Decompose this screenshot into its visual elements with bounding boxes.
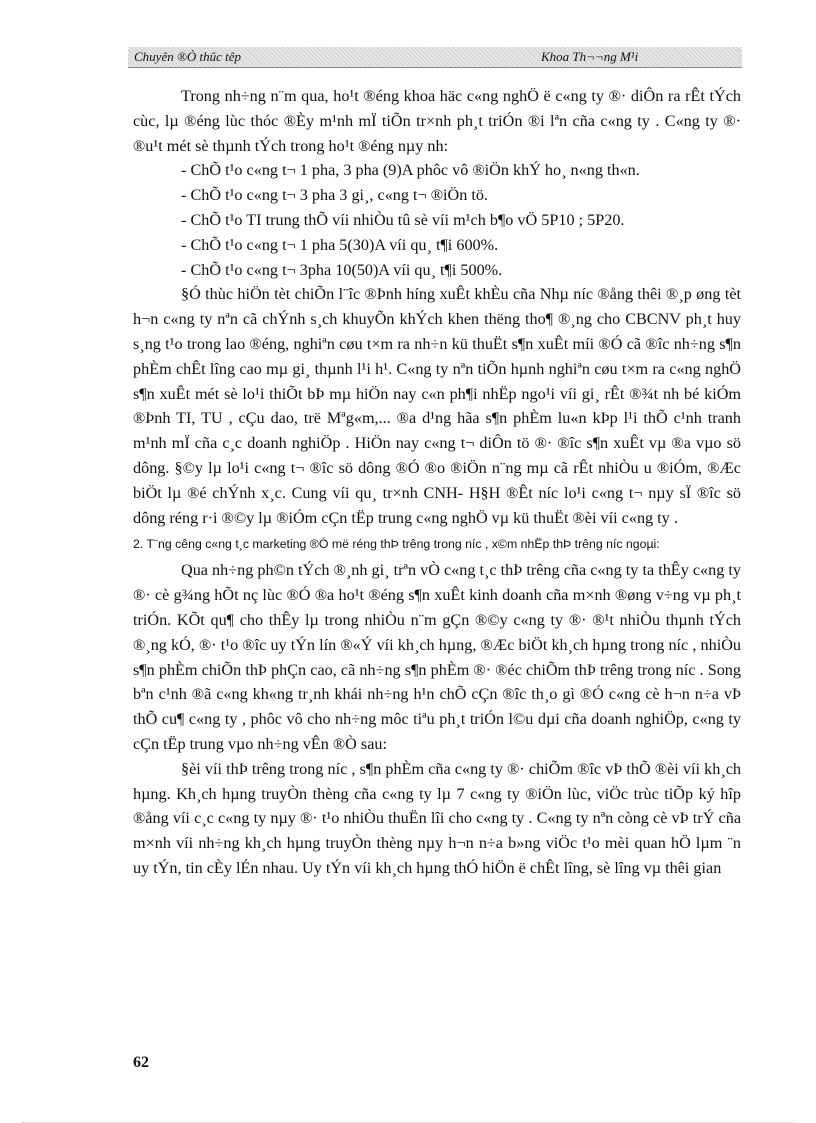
paragraph-intro: Trong nh÷ng n¨m qua, ho¹t ®éng khoa häc c«ng nghÖ ë c«ng ty ®· diÔn ra rÊt tÝch cùc, lµ ®éng lùc thóc ®Èy m¹nh mÏ tiÕn tr×nh ph¸t triÓn ®i lªn cña c«ng ty . C«ng ty ®· ®u¹t mét sè thµnh tÝch trong ho¹t ®éng nµy nh: — [133, 87, 741, 155]
header-chapter-title: Chuyên ®Ò thûc têp — [134, 49, 241, 64]
document-body — [133, 84, 741, 881]
section-heading: 2. T¨ng cêng c«ng t¸c marketing ®Ó më réng thÞ trêng trong níc , x©m nhËp thÞ trêng níc ngoµi: — [133, 537, 660, 552]
list-item: - ChÕ t¹o c«ng t¬ 3pha 10(50)A víi qu¸ t¶i 500%. — [133, 258, 741, 283]
paragraph-domestic-market: §èi víi thÞ trêng trong níc , s¶n phÈm cña c«ng ty ®· chiÕm ®îc vÞ thÕ ®èi víi kh¸ch hµng. Kh¸ch hµng truyÒn thèng cña c«ng ty lµ 7 c«ng ty ®iÖn lùc, viÖc trùc tiÕp ký hîp ®ång víi c¸c c«ng ty nµy ®· t¹o nhiÒu thuËn lîi cho c«ng ty . C«ng ty nªn còng cè vÞ trÝ cña m×nh víi nh÷ng kh¸ch hµng truyÒn thèng nµy h¬n n÷a b»ng viÖc t¹o mèi quan hÖ lµm ¨n uy tÝn, tin cÈy lÉn nhau. Uy tÝn víi kh¸ch hµng thÓ hiÖn ë chÊt lîng, sè lîng vµ thêi gian — [133, 759, 741, 877]
header-faculty-name: Khoa Th¬¬ng M¹i — [541, 49, 639, 64]
running-header — [128, 47, 742, 68]
list-item: - ChÕ t¹o c«ng t¬ 1 pha, 3 pha (9)A phôc vô ®iÖn khÝ ho¸ n«ng th«n. — [133, 158, 741, 183]
list-item: - ChÕ t¹o c«ng t¬ 1 pha 5(30)A víi qu¸ t¶i 600%. — [133, 233, 741, 258]
paragraph-analysis: Qua nh÷ng ph©n tÝch ®¸nh gi¸ trªn vÒ c«ng t¸c thÞ trêng cña c«ng ty ta thÊy c«ng ty ®· cè g¾ng hÕt nç lùc ®Ó ®a ho¹t ®éng s¶n xuÊt kinh doanh cña m×nh ®øng v÷ng vµ ph¸t triÓn. KÕt qu¶ cho thÊy lµ trong nhiÒu n¨m gÇn ®©y c«ng ty ®· ®¹t nhiÒu thµnh tÝch ®¸ng kÓ, ®· t¹o ®îc uy tÝn lín ®«Ý víi kh¸ch hµng, ®Æc biÖt kh¸ch hµng trong níc , nhiÒu s¶n phÈm chiÕn thÞ phÇn cao, cã nh÷ng s¶n phÈm ®· ®éc chiÕm thÞ trêng trong níc . Song bªn c¹nh ®ã c«ng kh«ng tr¸nh khái nh÷ng h¹n chÕ cÇn ®îc th¸o gì ®Ó c«ng cè h¬n n÷a vÞ thÕ cu¶ c«ng ty , phôc vô cho nh÷ng môc tiªu ph¸t triÓn l©u dµi cña doanh nghiÖp, c«ng ty cÇn tËp trung vµo nh÷ng vÊn ®Ò sau: — [133, 561, 741, 753]
achievement-list — [133, 158, 741, 282]
paragraph-strategy: §Ó thùc hiÖn tèt chiÕn l¨îc ®Þnh híng xuÊt khÈu cña Nhµ níc ®ång thêi ®¸p øng tèt h¬n c«ng ty nªn cã chÝnh s¸ch khuyÕn khÝch khen thëng tho¶ ®¸ng cho CBCNV ph¸t huy s¸ng t¹o trong lao ®éng, nghiªn cøu t×m ra nh÷n kü thuËt s¶n xuÊt míi ®Ó cã ®îc nh÷ng s¶n phÈm chÊt lîng cao mµ gi¸ thµnh l¹i h¹. C«ng ty nªn tiÕn hµnh nghiªn cøu t×m ra c«ng nghÖ s¶n xuÊt mét sè lo¹i thiÕt bÞ mµ hiÖn nay c«n ph¶i nhËp ngo¹i víi gi¸ rÊt ®¾t nh bé kiÓm ®Þnh TI, TU , cÇu dao, trë Mªg«m,... ®a d¹ng hãa s¶n phÈm lu«n kÞp l¹i thÕ c¹nh tranh m¹nh mÏ cña c¸c doanh nghiÖp . HiÖn nay c«ng t¬ diÔn tö ®· ®îc s¶n xuÊt vµ ®a vµo sö dông. §©y lµ lo¹i c«ng t¬ ®îc sö dông ®Ó ®o ®iÖn n¨ng mµ cã rÊt nhiÒu u ®iÓm, ®Æc biÖt lµ ®é chÝnh x¸c. Cung víi qu¸ tr×nh CNH- H§H ®Êt níc lo¹i c«ng t¬ nµy sÏ ®îc sö dông réng r·i ®©y lµ ®iÓm cÇn tËp trung c«ng nghÖ vµ kü thuËt ®èi víi c«ng ty . — [133, 285, 741, 527]
list-item: - ChÕ t¹o c«ng t¬ 3 pha 3 gi¸, c«ng t¬ ®iÖn tö. — [133, 183, 741, 208]
list-item: - ChÕ t¹o TI trung thÕ víi nhiÒu tû sè víi m¹ch b¶o vÖ 5P10 ; 5P20. — [133, 208, 741, 233]
page-number: 62 — [133, 1054, 149, 1071]
